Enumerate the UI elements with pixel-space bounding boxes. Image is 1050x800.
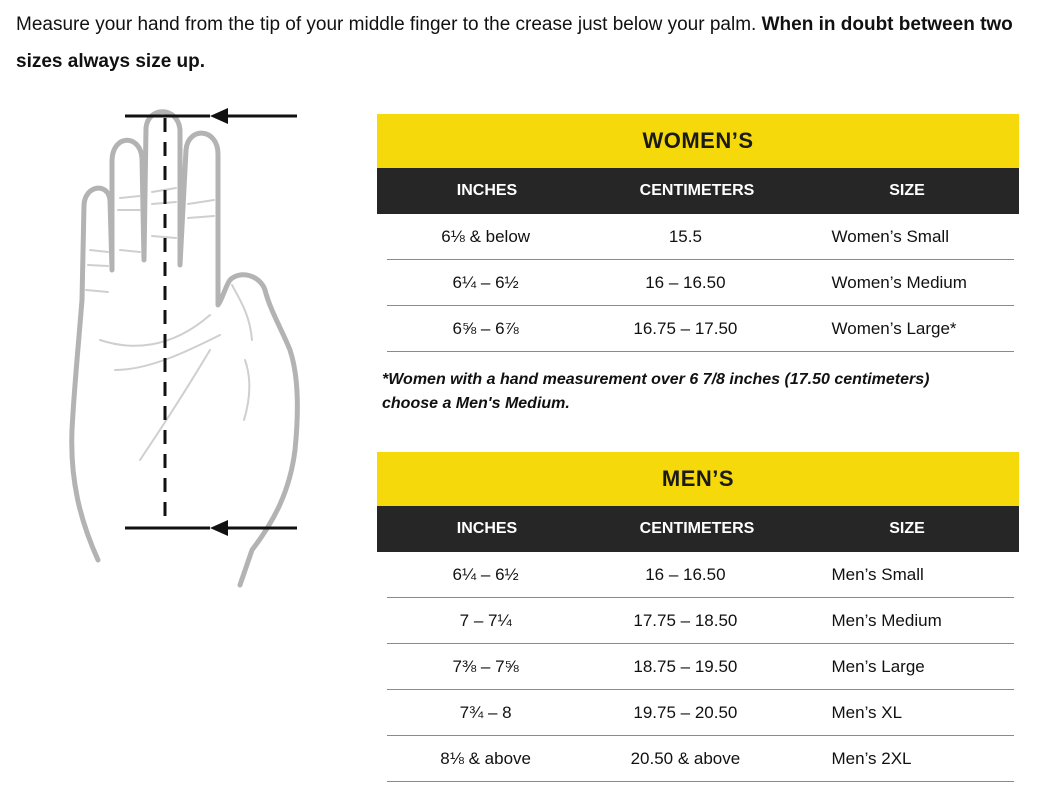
- bottom-arrow-icon: [210, 520, 228, 536]
- table-row: [387, 214, 1014, 260]
- centimeters-cell: 17.75 – 18.50: [633, 610, 738, 630]
- centimeters-cell: 16 – 16.50: [645, 272, 726, 292]
- inches-cell: 6¼ – 6½: [452, 272, 519, 292]
- header-size: SIZE: [889, 182, 925, 199]
- table-row: [387, 644, 1014, 690]
- womens-title: WOMEN’S: [377, 114, 1019, 168]
- womens-footnote: *Women with a hand measurement over 6 7/8 inches (17.50 centimeters) choose a Men's Medium.: [382, 371, 930, 412]
- centimeters-cell: 16.75 – 17.50: [633, 318, 738, 338]
- header-inches: INCHES: [456, 520, 518, 537]
- centimeters-cell: 20.50 & above: [630, 748, 741, 768]
- inches-cell: 6⅝ – 6⅞: [452, 318, 519, 338]
- inches-cell: 7⅜ – 7⅝: [452, 656, 519, 676]
- centimeters-cell: 19.75 – 20.50: [633, 702, 738, 722]
- intro-size-up-tip: When in doubt between two sizes always size up.: [16, 14, 1013, 72]
- inches-cell: 6⅛ & below: [441, 226, 531, 246]
- header-size: SIZE: [889, 520, 925, 537]
- header-centimeters: CENTIMETERS: [639, 182, 755, 199]
- intro-instruction: Measure your hand from the tip of your middle finger to the crease just below your palm.: [16, 14, 762, 35]
- size-cell: Women’s Medium: [831, 272, 967, 292]
- centimeters-cell: 16 – 16.50: [645, 564, 726, 584]
- size-cell: Men’s Large: [831, 656, 925, 676]
- table-row: [387, 690, 1014, 736]
- centimeters-cell: 18.75 – 19.50: [633, 656, 738, 676]
- hand-outline: [72, 112, 298, 585]
- size-cell: Women’s Large*: [831, 318, 957, 338]
- table-row: [387, 736, 1014, 782]
- inches-cell: 7¾ – 8: [459, 702, 512, 722]
- table-row: [387, 306, 1014, 352]
- size-cell: Men’s 2XL: [831, 748, 912, 768]
- table-row: [387, 260, 1014, 306]
- centimeters-cell: 15.5: [668, 226, 702, 246]
- header-inches: INCHES: [456, 182, 518, 199]
- mens-size-table: [377, 452, 1019, 782]
- size-cell: Men’s XL: [831, 702, 903, 722]
- top-arrow-icon: [210, 108, 228, 124]
- inches-cell: 7 – 7¼: [459, 610, 512, 630]
- mens-title: MEN’S: [377, 452, 1019, 506]
- hand-measurement-diagram: [60, 100, 320, 600]
- header-centimeters: CENTIMETERS: [639, 520, 755, 537]
- size-cell: Men’s Medium: [831, 610, 942, 630]
- intro-text: [16, 6, 1036, 80]
- womens-size-table: [377, 114, 1019, 352]
- table-row: [387, 598, 1014, 644]
- size-cell: Men’s Small: [831, 564, 924, 584]
- womens-header-row: [377, 168, 1019, 214]
- inches-cell: 6¼ – 6½: [452, 564, 519, 584]
- inches-cell: 8⅛ & above: [440, 748, 532, 768]
- mens-header-row: [377, 506, 1019, 552]
- table-row: [387, 552, 1014, 598]
- size-cell: Women’s Small: [831, 226, 949, 246]
